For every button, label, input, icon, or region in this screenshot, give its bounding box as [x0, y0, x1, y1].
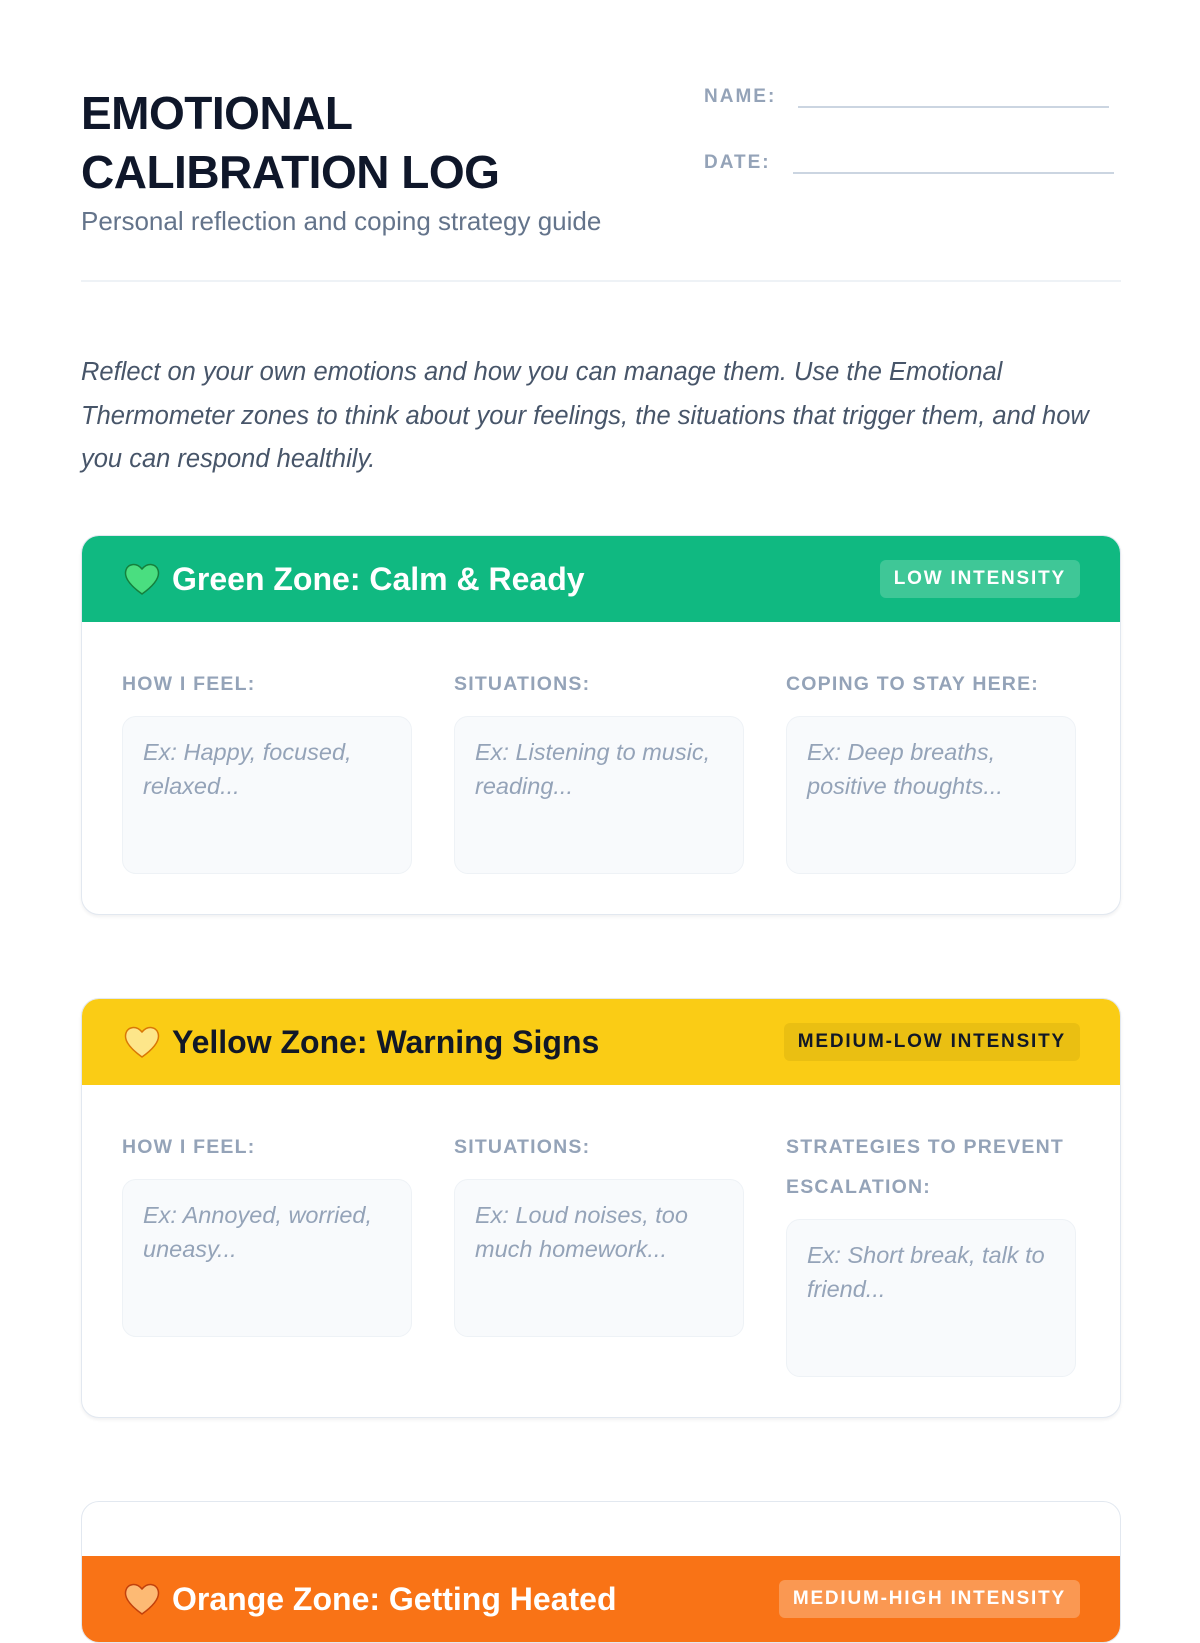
zone-title — [122, 1579, 616, 1619]
column-label: STRATEGIES TO PREVENT ESCALATION: — [786, 1136, 1065, 1198]
zone-title — [122, 559, 585, 599]
page-subtitle: Personal reflection and coping strategy guide — [81, 206, 602, 236]
zone-header — [82, 536, 1120, 622]
zone-title-text: Yellow Zone: Warning Signs — [172, 1023, 600, 1060]
strategies-field[interactable]: Ex: Short break, talk to friend... — [786, 1219, 1076, 1377]
zone-header — [82, 1556, 1120, 1642]
page-title: EMOTIONAL CALIBRATION LOG — [81, 87, 500, 198]
situations-field[interactable]: Ex: Loud noises, too much homework... — [454, 1179, 744, 1337]
how-i-feel-field[interactable]: Ex: Happy, focused, relaxed... — [122, 716, 412, 874]
situations-field[interactable]: Ex: Listening to music, reading... — [454, 716, 744, 874]
zone-title-text: Orange Zone: Getting Heated — [172, 1580, 617, 1617]
coping-field[interactable]: Ex: Deep breaths, positive thoughts... — [786, 716, 1076, 874]
date-label: DATE: — [704, 152, 771, 173]
green-heart-icon — [122, 559, 162, 599]
yellow-heart-icon — [122, 1022, 162, 1062]
column-label: COPING TO STAY HERE: — [786, 673, 1039, 695]
column-label: HOW I FEEL: — [122, 673, 256, 695]
date-field-row — [704, 152, 1114, 174]
yellow-zone-card — [81, 998, 1121, 1418]
zone-body — [82, 1085, 1120, 1417]
column-coping — [786, 662, 1078, 874]
zone-body — [82, 622, 1120, 914]
orange-heart-icon — [122, 1579, 162, 1619]
zone-title-text: Green Zone: Calm & Ready — [172, 560, 585, 597]
name-label: NAME: — [704, 86, 777, 107]
column-how-i-feel — [122, 662, 414, 874]
how-i-feel-field[interactable]: Ex: Annoyed, worried, uneasy... — [122, 1179, 412, 1337]
name-input-line[interactable] — [798, 106, 1109, 108]
intensity-badge: LOW INTENSITY — [880, 560, 1080, 598]
intro-paragraph: Reflect on your own emotions and how you can manage them. Use the Emotional Thermometer zones to think about your feelings, the situations that trigger them, and how you can respond healthily. — [81, 358, 1089, 473]
column-situations — [454, 662, 746, 874]
header-divider — [81, 280, 1121, 282]
intensity-badge: MEDIUM-LOW INTENSITY — [784, 1023, 1080, 1061]
zone-header — [82, 999, 1120, 1085]
green-zone-card — [81, 535, 1121, 915]
zone-title — [122, 1022, 599, 1062]
column-how-i-feel — [122, 1125, 414, 1377]
column-label: HOW I FEEL: — [122, 1136, 256, 1158]
orange-zone-card — [81, 1501, 1121, 1643]
column-label: SITUATIONS: — [454, 1136, 591, 1158]
column-strategies — [786, 1125, 1078, 1377]
column-situations — [454, 1125, 746, 1377]
intensity-badge: MEDIUM-HIGH INTENSITY — [779, 1580, 1080, 1618]
date-input-line[interactable] — [793, 172, 1114, 174]
name-field-row — [704, 86, 1109, 108]
column-label: SITUATIONS: — [454, 673, 591, 695]
